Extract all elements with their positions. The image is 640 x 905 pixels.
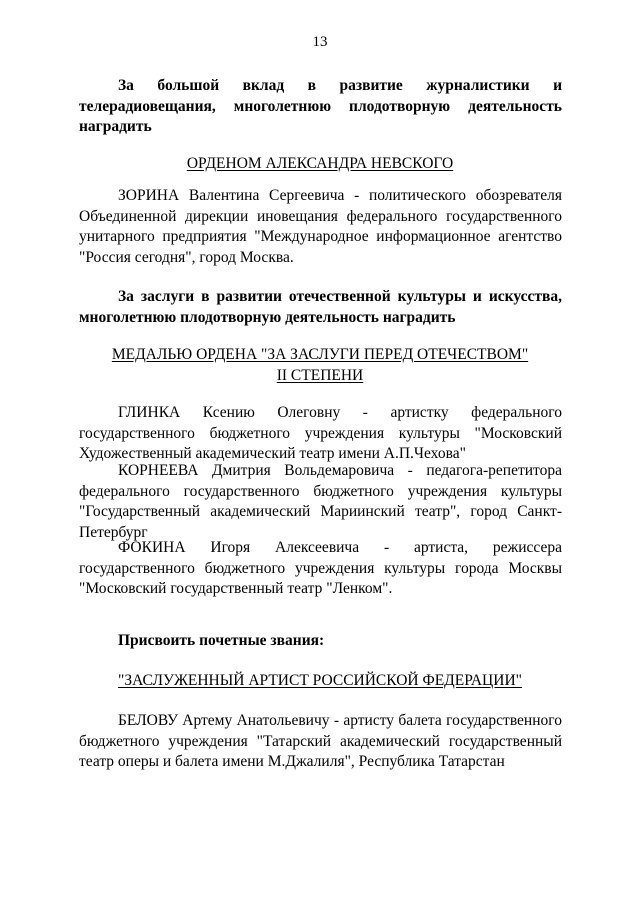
- section1-intro: За большой вклад в развитие журналистики и телерадиовещания, многолетнюю плодотворную деятельность наградить: [79, 77, 562, 135]
- section2-recipient-3: ФОКИНА Игоря Алексеевича - артиста, режиссера государственного бюджетного учреждения культуры города Москвы "Московский государственный театр "Ленком".: [79, 539, 562, 597]
- section3-title-heading: [0, 671, 640, 692]
- section1-award-title: ОРДЕНОМ АЛЕКСАНДРА НЕВСКОГО: [186, 155, 454, 172]
- section2-recipient-2: КОРНЕЕВА Дмитрия Вольдемаровича - педагога-репетитора федерального государственного бюджетного учреждения культуры "Государственный академический Мариинский театр", город Санкт-Петербург: [79, 462, 562, 541]
- section2-award-line1: МЕДАЛЬЮ ОРДЕНА "ЗА ЗАСЛУГИ ПЕРЕД ОТЕЧЕСТВОМ": [111, 346, 529, 363]
- section3-honorary-title: "ЗАСЛУЖЕННЫЙ АРТИСТ РОССИЙСКОЙ ФЕДЕРАЦИИ": [118, 672, 522, 689]
- section1-award-heading: [0, 154, 640, 175]
- page-number: 13: [312, 34, 328, 50]
- section3-recipient-1: БЕЛОВУ Артему Анатольевичу - артисту балета государственного бюджетного учреждения "Татарский академический государственный театр оперы и балета имени М.Джалиля", Республика Татарстан: [79, 712, 562, 770]
- section2-award-heading: [0, 345, 640, 386]
- section2-award-line2: II СТЕПЕНИ: [276, 366, 364, 384]
- section3-intro: Присвоить почетные звания:: [118, 632, 325, 649]
- section2-intro: За заслуги в развитии отечественной культуры и искусства, многолетнюю плодотворную деятельность наградить: [79, 288, 562, 326]
- section2-recipient-1: ГЛИНКА Ксению Олеговну - артистку федерального государственного бюджетного учреждения культуры "Московский Художественный академический театр имени А.П.Чехова": [79, 404, 562, 462]
- section1-recipient-1: ЗОРИНА Валентина Сергеевича - политического обозревателя Объединенной дирекции иновещания федерального государственного унитарного предприятия "Международное информационное агентство "Россия сегодня", город Москва.: [79, 187, 562, 266]
